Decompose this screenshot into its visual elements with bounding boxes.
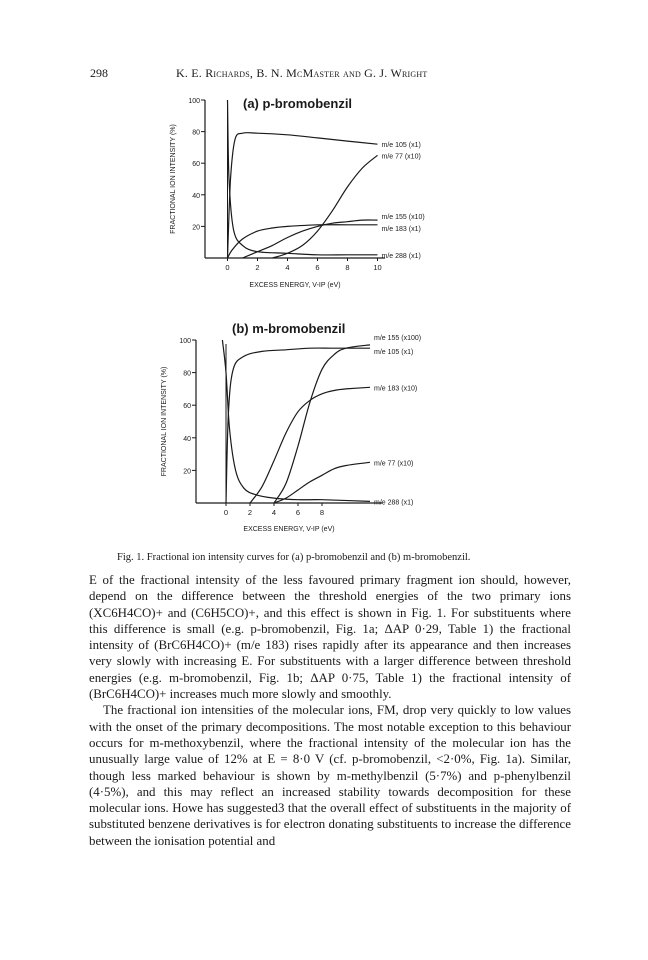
x-tick-label: 10 xyxy=(373,263,382,272)
chart-title: (b) m-bromobenzil xyxy=(232,321,346,336)
x-tick-label: 2 xyxy=(255,263,260,272)
series-label: m/e 288 (x1) xyxy=(374,499,414,507)
series-label: m/e 77 (x10) xyxy=(381,153,421,161)
series-line xyxy=(250,387,370,503)
x-tick-label: 4 xyxy=(271,508,277,517)
y-tick-label: 100 xyxy=(179,338,191,345)
series-line xyxy=(228,225,378,258)
chart-b-svg xyxy=(0,318,648,538)
series-label: m/e 155 (x100) xyxy=(374,334,422,342)
x-tick-label: 6 xyxy=(295,508,301,517)
series-line xyxy=(226,348,370,503)
y-tick-label: 80 xyxy=(192,129,200,137)
y-tick-label: 20 xyxy=(192,224,200,232)
series-line xyxy=(273,155,378,258)
x-tick-label: 8 xyxy=(345,263,350,272)
series-line xyxy=(222,340,370,501)
y-axis-label: FRACTIONAL ION INTENSITY (%) xyxy=(170,124,177,234)
paragraph: E of the fractional intensity of the less favoured primary fragment ion should, however, depend on the difference between the threshold energies of the two primary ions (XC6H4CO)+ and (C6H5CO)+, and this effect is shown in Fig. 1. For substituents where this difference is small (e.g. p-bromobenzil, Fig. 1a; ΔAP 0·29, Table 1) the fractional intensity of (BrC6H4CO)+ (m/e 183) rises rapidly after its appearance and then increases very slowly with increasing E. For substituents with a larger difference between threshold energies (e.g. m-bromobenzil, Fig. 1b; ΔAP 0·75, Table 1) the fractional intensity of (BrC6H4CO)+ increases much more slowly and smoothly. xyxy=(89,573,571,702)
series-label: m/e 183 (x1) xyxy=(381,225,421,233)
paragraph: The fractional ion intensities of the molecular ions, FM, drop very quickly to low values with the onset of the primary decompositions. The most notable exception to this behaviour occurs for m-methoxybenzil, where the fractional intensity of the molecular ion has the unusually large value of 12% at E = 8·0 V (cf. p-bromobenzil, <2·0%, Fig. 1a). Similar, though less marked behaviour is shown by m-methylbenzil (5·7%) and p-phenylbenzil (4·5%), and this may reflect an increased stability towards decomposition for these molecular ions. Howe has suggested3 that the overall effect of substituents in the majority of substituted benzene derivatives is for electron donating substituents to increase the difference between the ionisation potential and xyxy=(89,703,571,848)
body-text xyxy=(89,572,571,849)
x-tick-label: 2 xyxy=(247,508,253,517)
y-tick-label: 20 xyxy=(183,468,191,476)
x-tick-label: 6 xyxy=(315,263,320,272)
y-tick-label: 60 xyxy=(183,403,191,411)
series-line xyxy=(228,133,378,258)
series-label: m/e 105 (x1) xyxy=(374,349,414,357)
y-axis-label: FRACTIONAL ION INTENSITY (%) xyxy=(161,366,168,477)
y-tick-label: 100 xyxy=(188,98,200,105)
series-label: m/e 288 (x1) xyxy=(381,252,421,260)
running-authors: K. E. Richards, B. N. McMaster and G. J. Wright xyxy=(176,66,428,80)
x-axis-label: EXCESS ENERGY, V-IP (eV) xyxy=(243,526,335,533)
chart-a-svg xyxy=(0,88,648,298)
series-label: m/e 155 (x10) xyxy=(381,214,425,222)
series-label: m/e 77 (x10) xyxy=(374,460,414,468)
x-axis-label: EXCESS ENERGY, V-IP (eV) xyxy=(249,282,341,289)
chart-a xyxy=(0,88,648,298)
y-tick-label: 40 xyxy=(183,435,191,443)
y-tick-label: 80 xyxy=(183,370,191,378)
series-line xyxy=(274,345,370,503)
y-tick-label: 40 xyxy=(192,192,200,200)
y-tick-label: 60 xyxy=(192,161,200,169)
chart-title: (a) p-bromobenzil xyxy=(243,96,353,111)
figure-caption: Fig. 1. Fractional ion intensity curves for (a) p-bromobenzil and (b) m-bromobenzil. xyxy=(117,552,471,563)
page-number: 298 xyxy=(90,66,108,80)
chart-b xyxy=(0,318,648,538)
series-label: m/e 183 (x10) xyxy=(374,385,418,393)
series-label: m/e 105 (x1) xyxy=(381,142,421,150)
series-line xyxy=(274,462,370,503)
x-tick-label: 8 xyxy=(319,508,325,517)
page-header xyxy=(90,66,570,82)
x-tick-label: 0 xyxy=(225,263,230,272)
x-tick-label: 0 xyxy=(223,508,229,517)
x-tick-label: 4 xyxy=(285,263,290,272)
